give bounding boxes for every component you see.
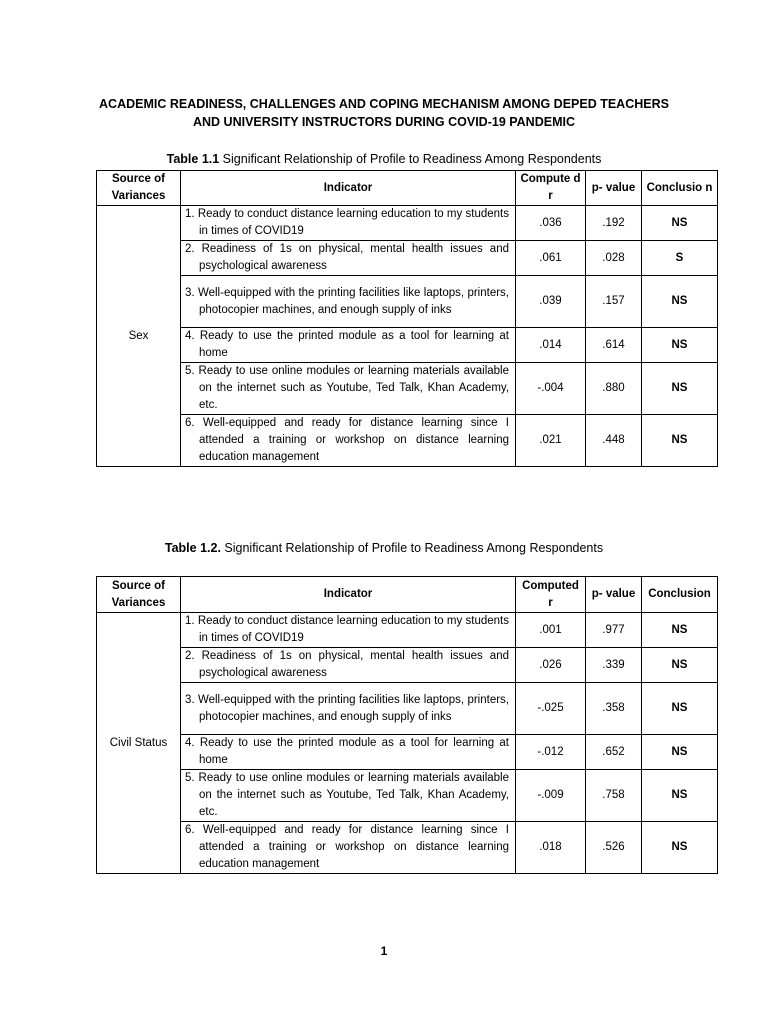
computed-r-cell: -.009	[516, 770, 586, 822]
p-value-cell: .526	[586, 822, 642, 874]
header-computed-r: Computed r	[516, 577, 586, 613]
table-row	[97, 206, 718, 241]
table-2-caption-label: Table 1.2.	[164, 541, 221, 555]
conclusion-cell: NS	[642, 735, 718, 770]
table-header-row	[97, 171, 718, 206]
p-value-cell: .758	[586, 770, 642, 822]
table-1	[96, 170, 718, 467]
indicator-text: 6. Well-equipped and ready for distance learning since I attended a training or workshop on distance learning education management	[185, 824, 509, 870]
computed-r-cell: .018	[516, 822, 586, 874]
conclusion-cell: NS	[642, 770, 718, 822]
table-header-row	[97, 577, 718, 613]
table-row	[97, 735, 718, 770]
header-indicator: Indicator	[181, 171, 516, 206]
conclusion-cell: NS	[642, 206, 718, 241]
conclusion-cell: NS	[642, 822, 718, 874]
indicator-cell	[181, 206, 516, 241]
conclusion-cell: NS	[642, 415, 718, 467]
table-row	[97, 770, 718, 822]
table-1-caption	[60, 151, 708, 167]
table-2-caption	[60, 540, 708, 556]
header-p-value: p- value	[586, 171, 642, 206]
table-row	[97, 241, 718, 276]
header-source: Source of Variances	[97, 171, 181, 206]
indicator-text: 4. Ready to use the printed module as a tool for learning at home	[185, 330, 509, 359]
computed-r-cell: -.004	[516, 363, 586, 415]
conclusion-cell: NS	[642, 683, 718, 735]
computed-r-cell: .021	[516, 415, 586, 467]
indicator-text: 5. Ready to use online modules or learning materials available on the internet such as Youtube, Ted Talk, Khan Academy, etc.	[185, 772, 509, 818]
table-row	[97, 328, 718, 363]
computed-r-cell: .001	[516, 613, 586, 648]
source-cell: Sex	[97, 206, 181, 467]
indicator-cell	[181, 735, 516, 770]
indicator-text: 6. Well-equipped and ready for distance learning since I attended a training or workshop on distance learning education management	[185, 417, 509, 463]
p-value-cell: .880	[586, 363, 642, 415]
header-computed-r: Compute d r	[516, 171, 586, 206]
indicator-text: 2. Readiness of 1s on physical, mental health issues and psychological awareness	[185, 243, 509, 272]
table-row	[97, 276, 718, 328]
indicator-text: 4. Ready to use the printed module as a tool for learning at home	[185, 737, 509, 766]
table-2-caption-text: Significant Relationship of Profile to Readiness Among Respondents	[220, 541, 604, 555]
document-title	[60, 95, 708, 131]
p-value-cell: .157	[586, 276, 642, 328]
conclusion-cell: NS	[642, 613, 718, 648]
table-row	[97, 822, 718, 874]
table-1-caption-label: Table 1.1	[166, 152, 220, 166]
p-value-cell: .652	[586, 735, 642, 770]
document-title-line-1: ACADEMIC READINESS, CHALLENGES AND COPING MECHANISM AMONG DEPED TEACHERS	[99, 97, 669, 111]
p-value-cell: .192	[586, 206, 642, 241]
indicator-cell	[181, 770, 516, 822]
indicator-text: 2. Readiness of 1s on physical, mental health issues and psychological awareness	[185, 650, 509, 679]
table-1-caption-text: Significant Relationship of Profile to Readiness Among Respondents	[219, 152, 602, 166]
table-row	[97, 363, 718, 415]
p-value-cell: .339	[586, 648, 642, 683]
table-2	[96, 576, 718, 874]
table-row	[97, 683, 718, 735]
header-source: Source of Variances	[97, 577, 181, 613]
p-value-cell: .448	[586, 415, 642, 467]
document-title-line-2: AND UNIVERSITY INSTRUCTORS DURING COVID-19 PANDEMIC	[193, 115, 575, 129]
conclusion-cell: NS	[642, 328, 718, 363]
p-value-cell: .977	[586, 613, 642, 648]
computed-r-cell: -.025	[516, 683, 586, 735]
indicator-text: 5. Ready to use online modules or learning materials available on the internet such as Youtube, Ted Talk, Khan Academy, etc.	[185, 365, 509, 411]
indicator-cell	[181, 648, 516, 683]
indicator-cell	[181, 276, 516, 328]
header-p-value: p- value	[586, 577, 642, 613]
table-row	[97, 648, 718, 683]
indicator-cell	[181, 822, 516, 874]
conclusion-cell: NS	[642, 276, 718, 328]
p-value-cell: .358	[586, 683, 642, 735]
indicator-cell	[181, 363, 516, 415]
computed-r-cell: .014	[516, 328, 586, 363]
table-row	[97, 613, 718, 648]
indicator-cell	[181, 241, 516, 276]
header-conclusion: Conclusio n	[642, 171, 718, 206]
conclusion-cell: S	[642, 241, 718, 276]
indicator-cell	[181, 328, 516, 363]
conclusion-cell: NS	[642, 363, 718, 415]
p-value-cell: .614	[586, 328, 642, 363]
indicator-cell	[181, 415, 516, 467]
computed-r-cell: .036	[516, 206, 586, 241]
indicator-text: 3. Well-equipped with the printing facilities like laptops, printers, photocopier machines, and enough supply of inks	[185, 286, 509, 316]
header-indicator: Indicator	[181, 577, 516, 613]
source-cell: Civil Status	[97, 613, 181, 874]
computed-r-cell: .061	[516, 241, 586, 276]
p-value-cell: .028	[586, 241, 642, 276]
page-number: 1	[380, 944, 388, 958]
computed-r-cell: .039	[516, 276, 586, 328]
computed-r-cell: .026	[516, 648, 586, 683]
table-row	[97, 415, 718, 467]
indicator-cell	[181, 613, 516, 648]
indicator-text: 1. Ready to conduct distance learning education to my students in times of COVID19	[185, 208, 509, 237]
indicator-cell	[181, 683, 516, 735]
conclusion-cell: NS	[642, 648, 718, 683]
computed-r-cell: -.012	[516, 735, 586, 770]
header-conclusion: Conclusion	[642, 577, 718, 613]
indicator-text: 1. Ready to conduct distance learning education to my students in times of COVID19	[185, 615, 509, 644]
indicator-text: 3. Well-equipped with the printing facilities like laptops, printers, photocopier machines, and enough supply of inks	[185, 693, 509, 723]
